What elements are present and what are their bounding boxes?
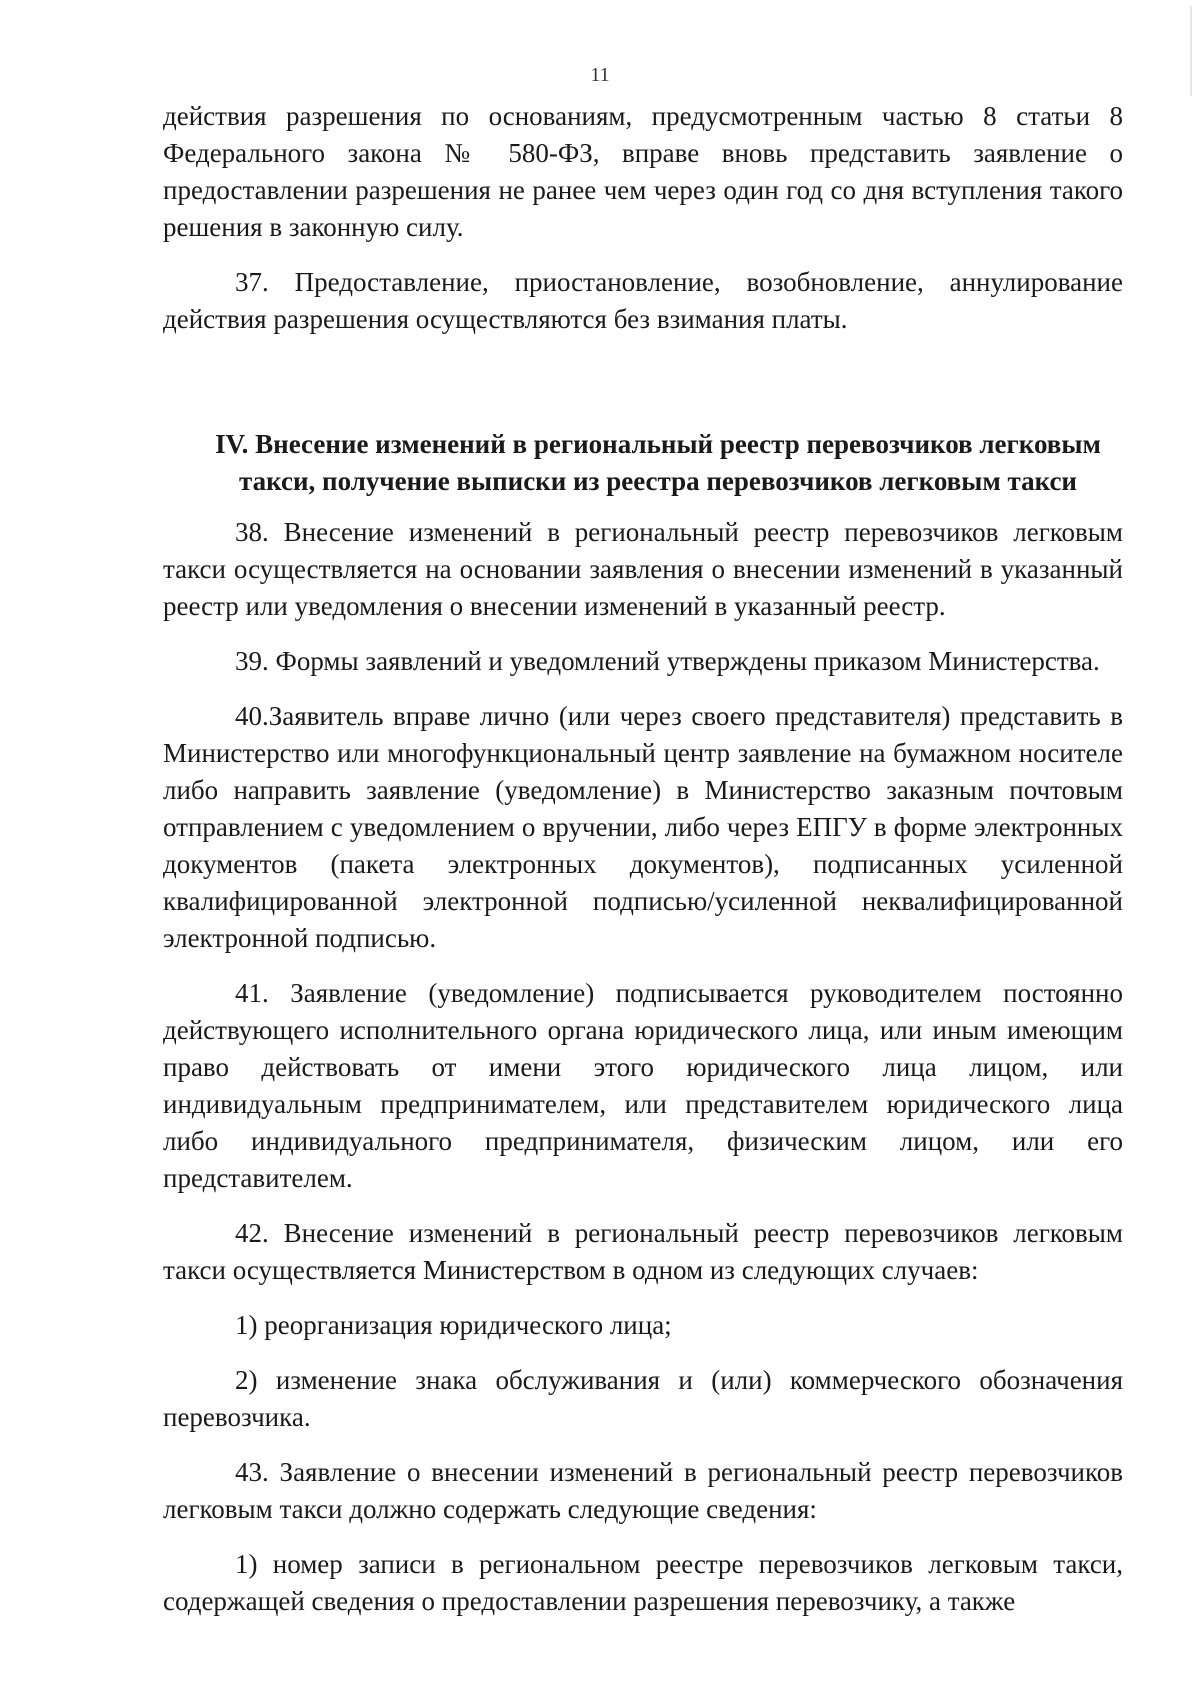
section-heading-iv: IV. Внесение изменений в региональный реестр перевозчиков легковым такси, получение выписки из реестра перевозчиков легковым такси [215, 429, 1101, 496]
paragraph-42: 42. Внесение изменений в региональный реестр перевозчиков легковым такси осуществляется Министерством в одном из следующих случаев: [163, 1218, 1123, 1285]
document-body [163, 98, 1123, 1638]
page-number: 11 [590, 64, 610, 86]
paragraph-continuation: действия разрешения по основаниям, предусмотренным частью 8 статьи 8 Федерального закона № 580-ФЗ, вправе вновь представить заявление о предоставлении разрешения не ранее чем через один год со дня вступления такого решения в законную силу. [163, 101, 1123, 242]
paragraph-39: 39. Формы заявлений и уведомлений утверждены приказом Министерства. [235, 646, 1100, 676]
paragraph-43-item-1: 1) номер записи в региональном реестре перевозчиков легковым такси, содержащей сведения о предоставлении разрешения перевозчику, а также [163, 1549, 1123, 1616]
paragraph-41: 41. Заявление (уведомление) подписывается руководителем постоянно действующего исполнительного органа юридического лица, или иным имеющим право действовать от имени этого юридического лица лицом, или индивидуальным предпринимателем, или представителем юридического лица либо индивидуального предпринимателя, физическим лицом, или его представителем. [163, 978, 1123, 1193]
paragraph-37: 37. Предоставление, приостановление, возобновление, аннулирование действия разрешения осуществляются без взимания платы. [163, 267, 1123, 334]
paragraph-40: 40.Заявитель вправе лично (или через своего представителя) представить в Министерство или многофункциональный центр заявление на бумажном носителе либо направить заявление (уведомление) в Министерство заказным почтовым отправлением с уведомлением о вручении, либо через ЕПГУ в форме электронных документов (пакета электронных документов), подписанных усиленной квалифицированной электронной подписью/усиленной неквалифицированной электронной подписью. [163, 701, 1123, 953]
paragraph-43: 43. Заявление о внесении изменений в региональный реестр перевозчиков легковым такси должно содержать следующие сведения: [163, 1457, 1123, 1524]
paragraph-42-item-1: 1) реорганизация юридического лица; [235, 1310, 672, 1340]
paragraph-42-item-2: 2) изменение знака обслуживания и (или) коммерческого обозначения перевозчика. [163, 1365, 1123, 1432]
paragraph-38: 38. Внесение изменений в региональный реестр перевозчиков легковым такси осуществляется на основании заявления о внесении изменений в указанный реестр или уведомления о внесении изменений в указанный реестр. [163, 517, 1123, 621]
